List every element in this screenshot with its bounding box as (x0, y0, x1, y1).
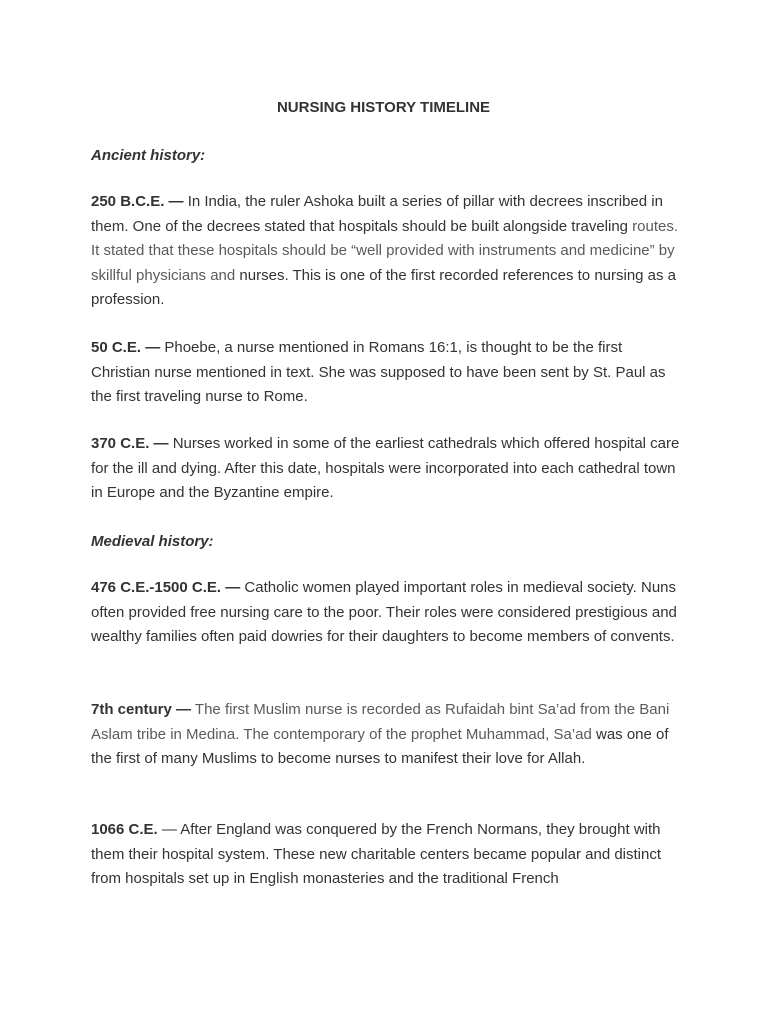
timeline-entry-250-bce (91, 190, 681, 313)
section-heading-medieval: Medieval history: (91, 533, 214, 550)
entry-date: 250 B.C.E. — (91, 193, 184, 210)
entry-text-quoted: The first Muslim nurse is recorded as Rufaidah bint Sa’ad from the Bani Aslam tribe in Medina. The contemporary of the prophet Muhammad, Sa’ad (91, 701, 670, 743)
entry-text: Catholic women played important roles in medieval society. Nuns often provided free nursing care to the poor. Their roles were considered prestigious and wealthy families often paid dowries for their daughters to become members of convents. (91, 579, 677, 645)
document-title: NURSING HISTORY TIMELINE (276, 99, 491, 116)
entry-text-quoted: routes. It stated that these hospitals should be “well provided with instruments and medicine” by skillful physicians and (91, 217, 679, 284)
timeline-entry-50-ce (91, 336, 681, 410)
entry-text: — After England was conquered by the French Normans, they brought with them their hospital system. These new charitable centers became popular and distinct from hospitals set up in English monasteries and the traditional French (91, 821, 662, 887)
entry-text: Phoebe, a nurse mentioned in Romans 16:1, is thought to be the first Christian nurse mentioned in text. She was supposed to have been sent by St. Paul as the first traveling nurse to Rome. (91, 339, 666, 405)
entry-date: 7th century — (91, 701, 192, 718)
timeline-entry-1066-ce (91, 818, 681, 892)
entry-text: Nurses worked in some of the earliest cathedrals which offered hospital care for the ill and dying. After this date, hospitals were incorporated into each cathedral town in Europe and the Byzantine empire. (91, 435, 680, 501)
entry-date: 476 C.E.-1500 C.E. — (91, 579, 241, 596)
entry-date: 50 C.E. — (91, 339, 161, 356)
entry-text: In India, the ruler Ashoka built a series of pillar with decrees inscribed in them. One of the decrees stated that hospitals should be built alongside traveling (91, 193, 663, 235)
section-heading-ancient: Ancient history: (91, 147, 206, 164)
entry-text: nurses. This is one of the first recorded references to nursing as a profession. (91, 266, 677, 308)
entry-text: was one of the first of many Muslims to become nurses to manifest their love for Allah. (91, 725, 669, 767)
entry-date: 370 C.E. — (91, 435, 169, 452)
entry-date: 1066 C.E. (91, 821, 158, 838)
timeline-entry-7th-century (91, 698, 681, 772)
timeline-entry-370-ce (91, 432, 681, 506)
timeline-entry-476-1500-ce (91, 576, 681, 650)
